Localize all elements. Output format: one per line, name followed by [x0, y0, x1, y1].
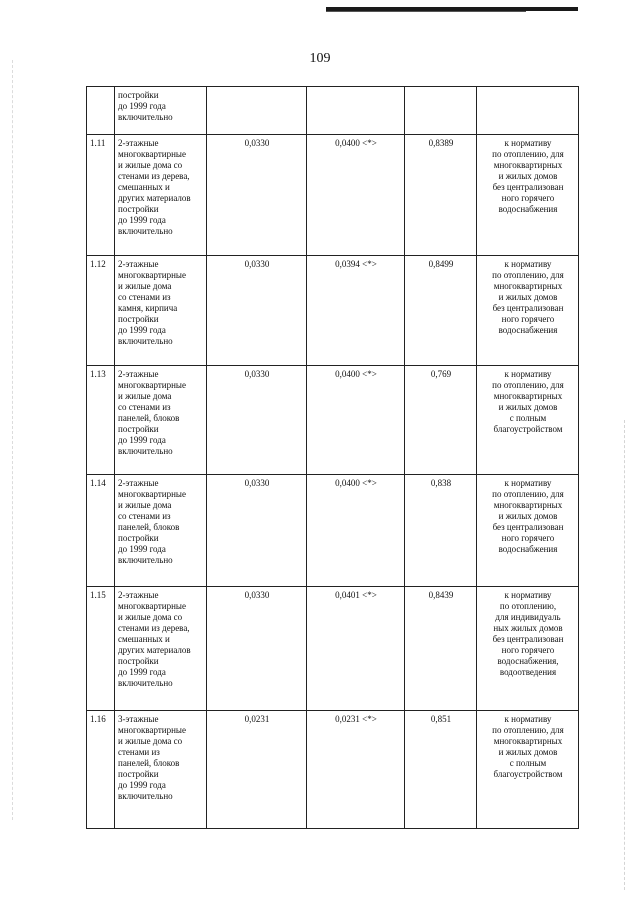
building-description: 2-этажные многоквартирные и жилые дома со стенами из панелей, блоков постройки до 1999 года включительно — [115, 475, 207, 587]
note-cell: к нормативу по отоплению, для многоквартирных и жилых домов без централизован ного горячего водоснабжения — [477, 135, 579, 256]
value-cell-3: 0,851 — [405, 711, 477, 829]
value-cell-3: 0,8389 — [405, 135, 477, 256]
norms-table — [86, 86, 579, 829]
row-number: 1.12 — [87, 256, 115, 366]
value-cell-3: 0,838 — [405, 475, 477, 587]
row-number: 1.16 — [87, 711, 115, 829]
table-row — [87, 475, 579, 587]
value-cell-2 — [307, 87, 405, 135]
building-description: 3-этажные многоквартирные и жилые дома со стенами из панелей, блоков постройки до 1999 года включительно — [115, 711, 207, 829]
value-cell-2: 0,0394 <*> — [307, 256, 405, 366]
value-cell-2: 0,0400 <*> — [307, 135, 405, 256]
value-cell-1: 0,0330 — [207, 475, 307, 587]
value-cell-1: 0,0231 — [207, 711, 307, 829]
note-cell — [477, 87, 579, 135]
row-number: 1.13 — [87, 366, 115, 475]
note-cell: к нормативу по отоплению, для многоквартирных и жилых домов без централизован ного горячего водоснабжения — [477, 475, 579, 587]
header-rule-thin — [326, 11, 526, 12]
building-description: постройки до 1999 года включительно — [115, 87, 207, 135]
value-cell-2: 0,0231 <*> — [307, 711, 405, 829]
value-cell-2: 0,0400 <*> — [307, 366, 405, 475]
note-cell: к нормативу по отоплению, для многоквартирных и жилых домов с полным благоустройством — [477, 711, 579, 829]
value-cell-3: 0,8499 — [405, 256, 477, 366]
table-row — [87, 135, 579, 256]
row-number: 1.11 — [87, 135, 115, 256]
scan-edge-mark — [12, 60, 14, 820]
value-cell-3: 0,769 — [405, 366, 477, 475]
table-row — [87, 87, 579, 135]
table-row — [87, 366, 579, 475]
value-cell-1: 0,0330 — [207, 135, 307, 256]
building-description: 2-этажные многоквартирные и жилые дома со стенами из камня, кирпича постройки до 1999 года включительно — [115, 256, 207, 366]
building-description: 2-этажные многоквартирные и жилые дома со стенами из дерева, смешанных и других материалов постройки до 1999 года включительно — [115, 587, 207, 711]
row-number: 1.15 — [87, 587, 115, 711]
value-cell-2: 0,0401 <*> — [307, 587, 405, 711]
table-row — [87, 587, 579, 711]
value-cell-3 — [405, 87, 477, 135]
note-cell: к нормативу по отоплению, для индивидуаль ных жилых домов без централизован ного горячего водоснабжения, водоотведения — [477, 587, 579, 711]
table-row — [87, 711, 579, 829]
value-cell-1: 0,0330 — [207, 366, 307, 475]
row-number — [87, 87, 115, 135]
value-cell-1 — [207, 87, 307, 135]
page-number: 109 — [309, 51, 331, 66]
value-cell-3: 0,8439 — [405, 587, 477, 711]
value-cell-1: 0,0330 — [207, 256, 307, 366]
note-cell: к нормативу по отоплению, для многоквартирных и жилых домов с полным благоустройством — [477, 366, 579, 475]
value-cell-2: 0,0400 <*> — [307, 475, 405, 587]
scan-edge-mark — [624, 420, 626, 890]
row-number: 1.14 — [87, 475, 115, 587]
table-row — [87, 256, 579, 366]
value-cell-1: 0,0330 — [207, 587, 307, 711]
note-cell: к нормативу по отоплению, для многоквартирных и жилых домов без централизован ного горячего водоснабжения — [477, 256, 579, 366]
building-description: 2-этажные многоквартирные и жилые дома со стенами из панелей, блоков постройки до 1999 года включительно — [115, 366, 207, 475]
building-description: 2-этажные многоквартирные и жилые дома со стенами из дерева, смешанных и других материалов постройки до 1999 года включительно — [115, 135, 207, 256]
